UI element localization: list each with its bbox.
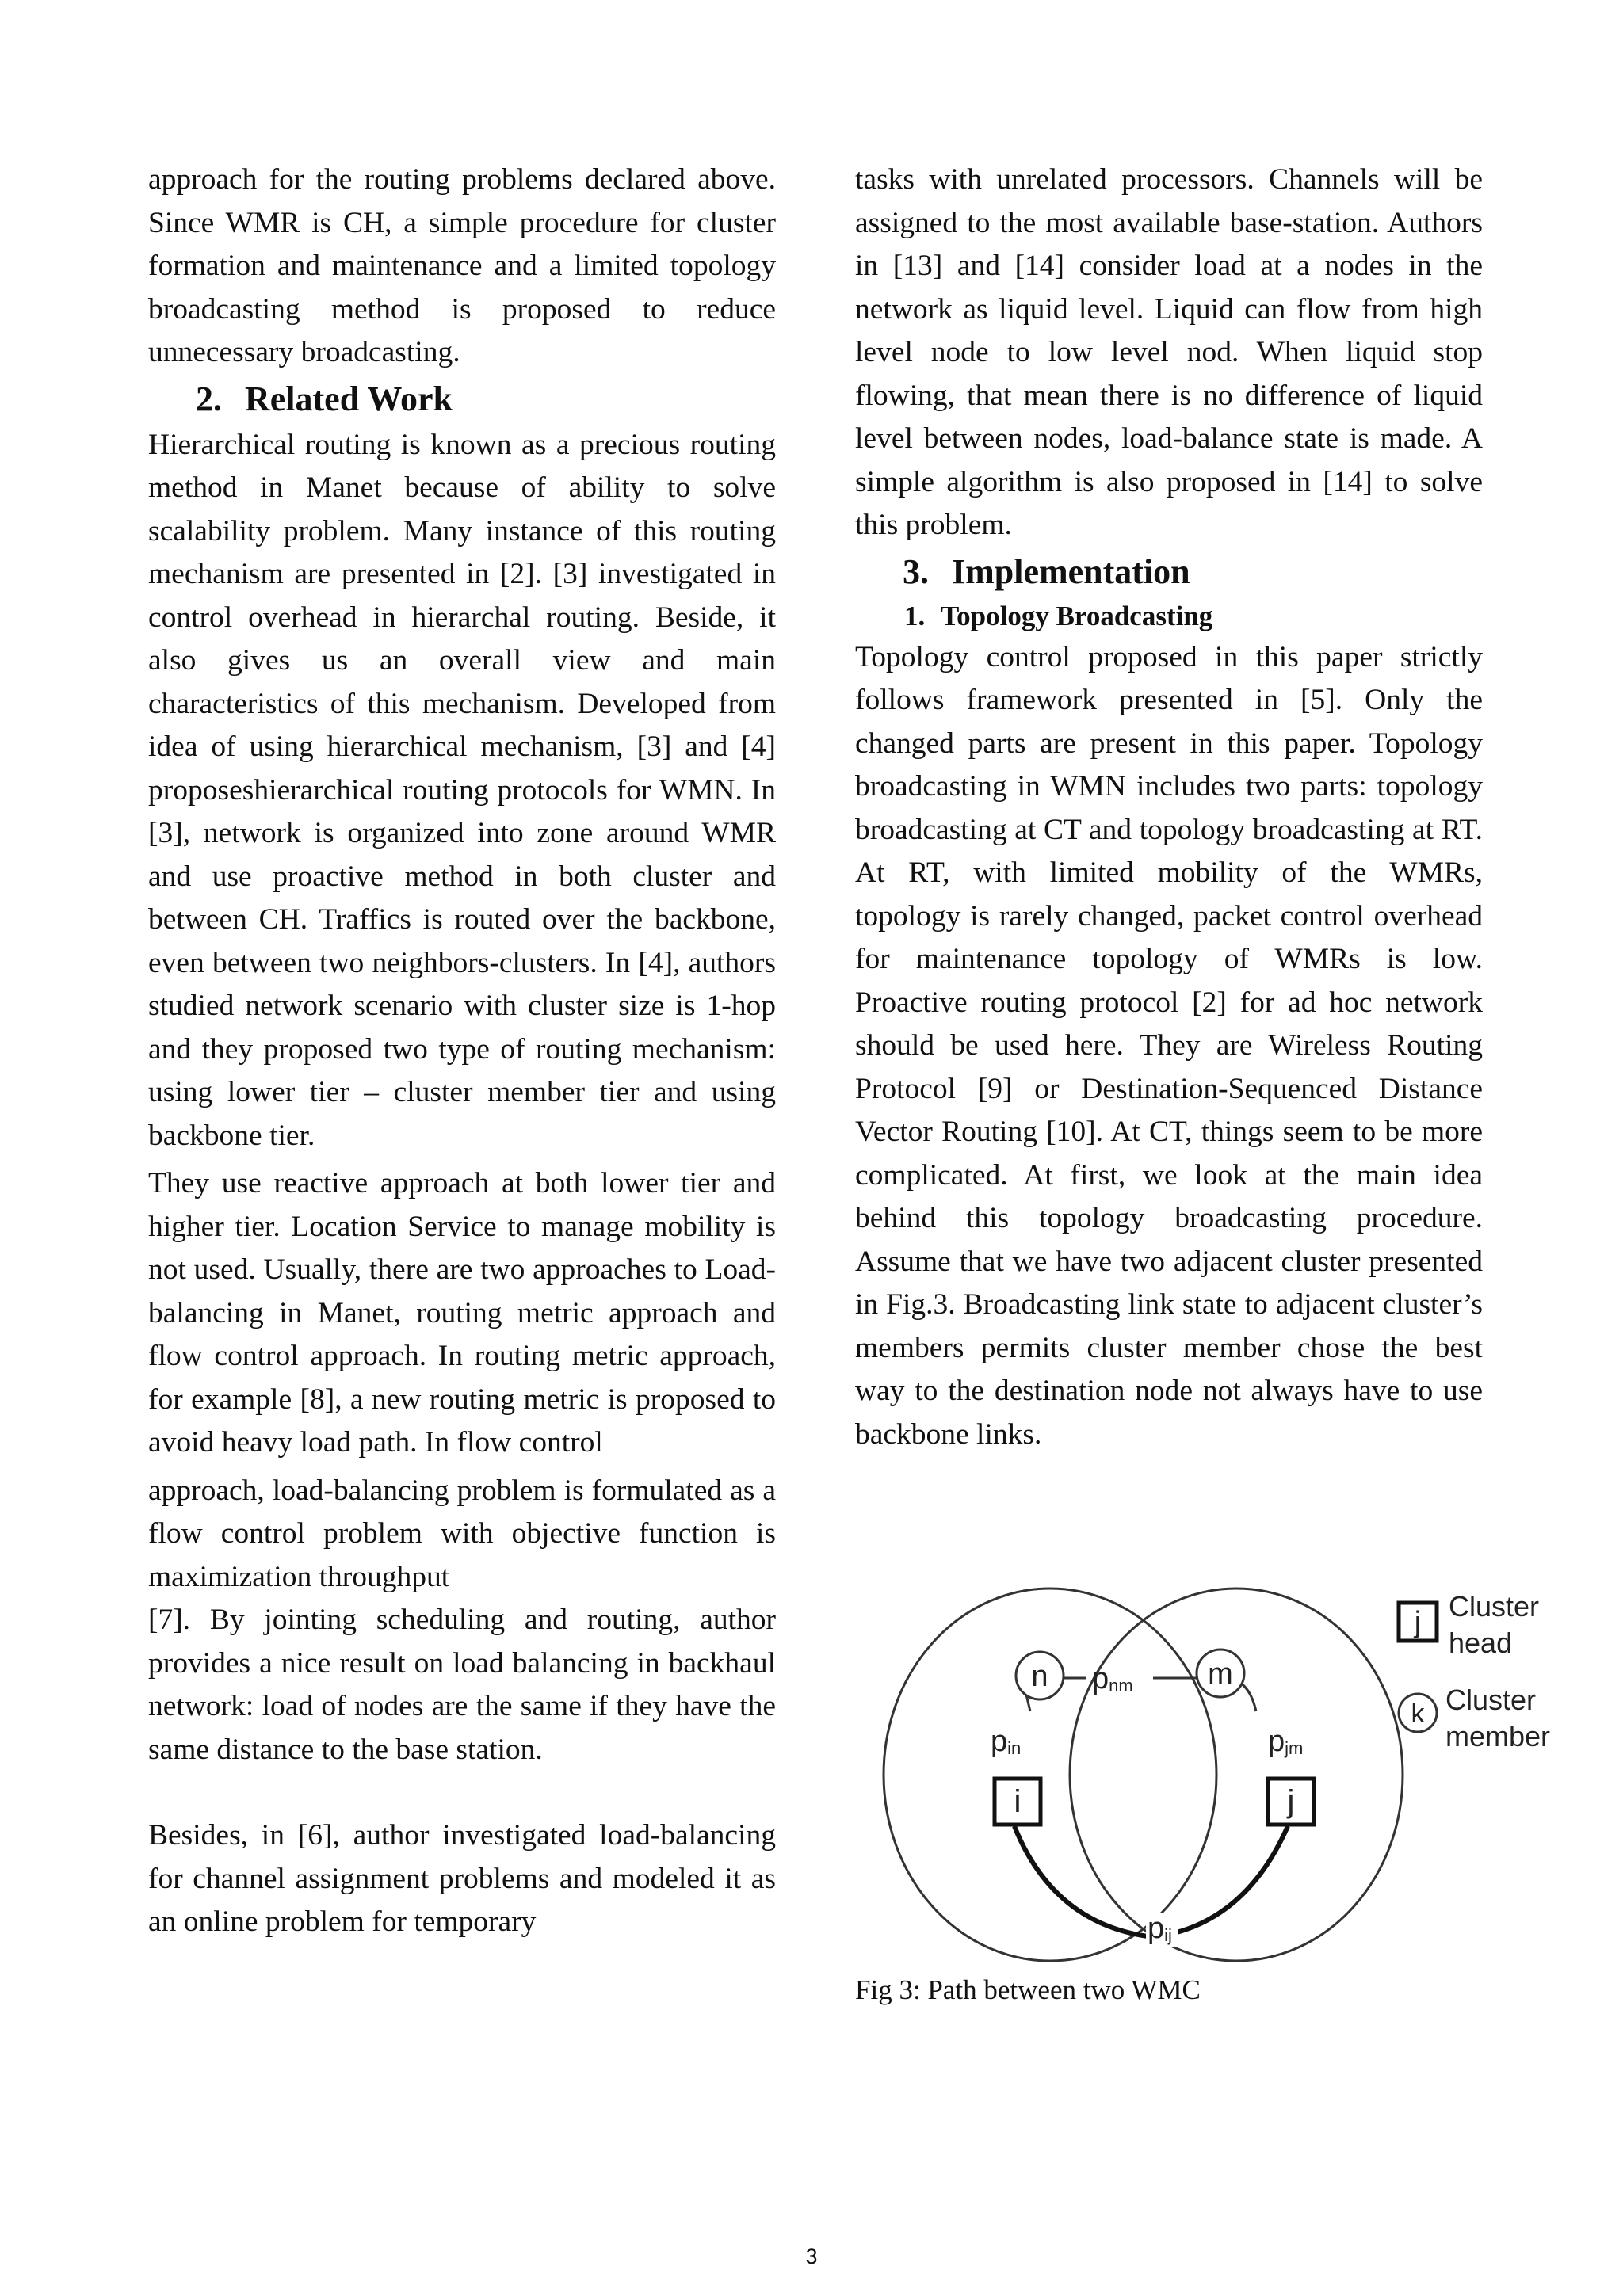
subsection-title: Topology Broadcasting [941,600,1213,631]
section-heading-implementation [855,547,1483,597]
edge-label-base: p [991,1725,1008,1758]
related-work-paragraph-1: Hierarchical routing is known as a precious routing method in Manet because of ability to solve scalability problem. Many instance of this routing mechanism are presented in [2]. [3] investigated in control overhead in hierarchal routing. Beside, it also gives us an overall view and main characteristics of this mechanism. Developed from idea of using hierarchical mechanism, [3] and [4] proposeshierarchical routing protocols for WMN. In [3], network is organized into zone around WMR and use proactive method in both cluster and between CH. Traffics is routed over the backbone, even between two neighbors-clusters. In [4], authors studied network scenario with cluster size is 1-hop and they proposed two type of routing mechanism: using lower tier – cluster member tier and using backbone tier. [148,428,776,1152]
section-number: 3. [903,551,929,591]
edge-label-sub: nm [1109,1676,1133,1695]
related-work-paragraph-2: They use reactive approach at both lower tier and higher tier. Location Service to manage mobility is not used. Usually, there are two approaches to Load-balancing in Manet, routing metric approach and flow control approach. In routing metric approach, for example [8], a new routing metric is proposed to avoid heavy load path. In flow control [148,1167,776,1459]
section-number: 2. [196,379,222,418]
legend-member-label-2: member [1445,1720,1551,1753]
subsection-heading-topology-broadcasting [855,597,1483,636]
section-title: Implementation [952,551,1190,591]
edge-label-base: p [1092,1662,1109,1695]
section-heading-related-work [148,375,776,424]
legend-member-symbol-letter: k [1411,1699,1425,1729]
related-work-paragraph-3: approach, load-balancing problem is formulated as a flow control problem with objective function is maximization throughput [148,1474,776,1593]
cluster-right-circle [1070,1589,1403,1961]
edge-label-base: p [1268,1725,1285,1758]
head-node-i-label: i [1014,1784,1022,1819]
figure-cluster-path-diagram [872,1577,1569,1973]
page-number: 3 [805,2245,818,2268]
section-title: Related Work [245,379,453,418]
edge-label-pjm [1268,1725,1303,1758]
edge-label-base: p [1148,1912,1165,1945]
cluster-left-circle [884,1589,1216,1961]
left-column [148,158,776,1944]
member-node-m-label: m [1208,1657,1233,1691]
right-paragraph-1: tasks with unrelated processors. Channels will be assigned to the most available base-station. Authors in [13] and [14] consider load at a nodes in the network as liquid level. Liquid can flow from high level node to low level nod. When liquid stop flowing, that mean there is no difference of liquid level between nodes, load-balance state is made. A simple algorithm is also proposed in [14] to solve this problem. [855,163,1483,541]
figure-caption: Fig 3: Path between two WMC [855,1974,1201,2005]
member-node-n-label: n [1031,1660,1048,1693]
edge-label-sub: ij [1164,1925,1172,1945]
legend-member-label-1: Cluster [1445,1684,1537,1716]
edge-label-sub: jm [1285,1738,1304,1758]
legend-head-label-1: Cluster [1449,1590,1540,1623]
diagram-svg [872,1577,1569,1973]
head-node-j-label: j [1287,1784,1295,1819]
edge-label-sub: in [1007,1738,1022,1758]
legend-head-label-2: head [1449,1627,1513,1659]
edge-label-pnm [1092,1662,1133,1695]
related-work-paragraph-4: [7]. By jointing scheduling and routing, author provides a nice result on load balancing in backhaul network: load of nodes are the same if they have the same distance to the base station. [148,1604,776,1766]
edge-label-pin [991,1725,1021,1758]
subsection-number: 1. [904,600,926,631]
related-work-paragraph-5: Besides, in [6], author investigated load-balancing for channel assignment problems and modeled it as an online problem for temporary [148,1819,776,1938]
topology-paragraph: Topology control proposed in this paper strictly follows framework presented in [5]. Only the changed parts are present in this paper. Topology broadcasting in WMN includes two parts: topology broadcasting at CT and topology broadcasting at RT. At RT, with limited mobility of the WMRs, topology is rarely changed, packet control overhead for maintenance topology of WMRs is low. Proactive routing protocol [2] for ad hoc network should be used here. They are Wireless Routing Protocol [9] or Destination-Sequenced Distance Vector Routing [10]. At CT, things seem to be more complicated. At first, we look at the main idea behind this topology broadcasting procedure. Assume that we have two adjacent cluster presented in Fig.3. Broadcasting link state to adjacent cluster’s members permits cluster member chose the best way to the destination node not always have to use backbone links. [855,640,1483,1451]
legend-head-symbol-letter: j [1414,1606,1422,1639]
right-column [855,158,1483,1456]
intro-paragraph: approach for the routing problems declared above. Since WMR is CH, a simple procedure for cluster formation and maintenance and a limited topology broadcasting method is proposed to reduce unnecessary broadcasting. [148,163,776,368]
